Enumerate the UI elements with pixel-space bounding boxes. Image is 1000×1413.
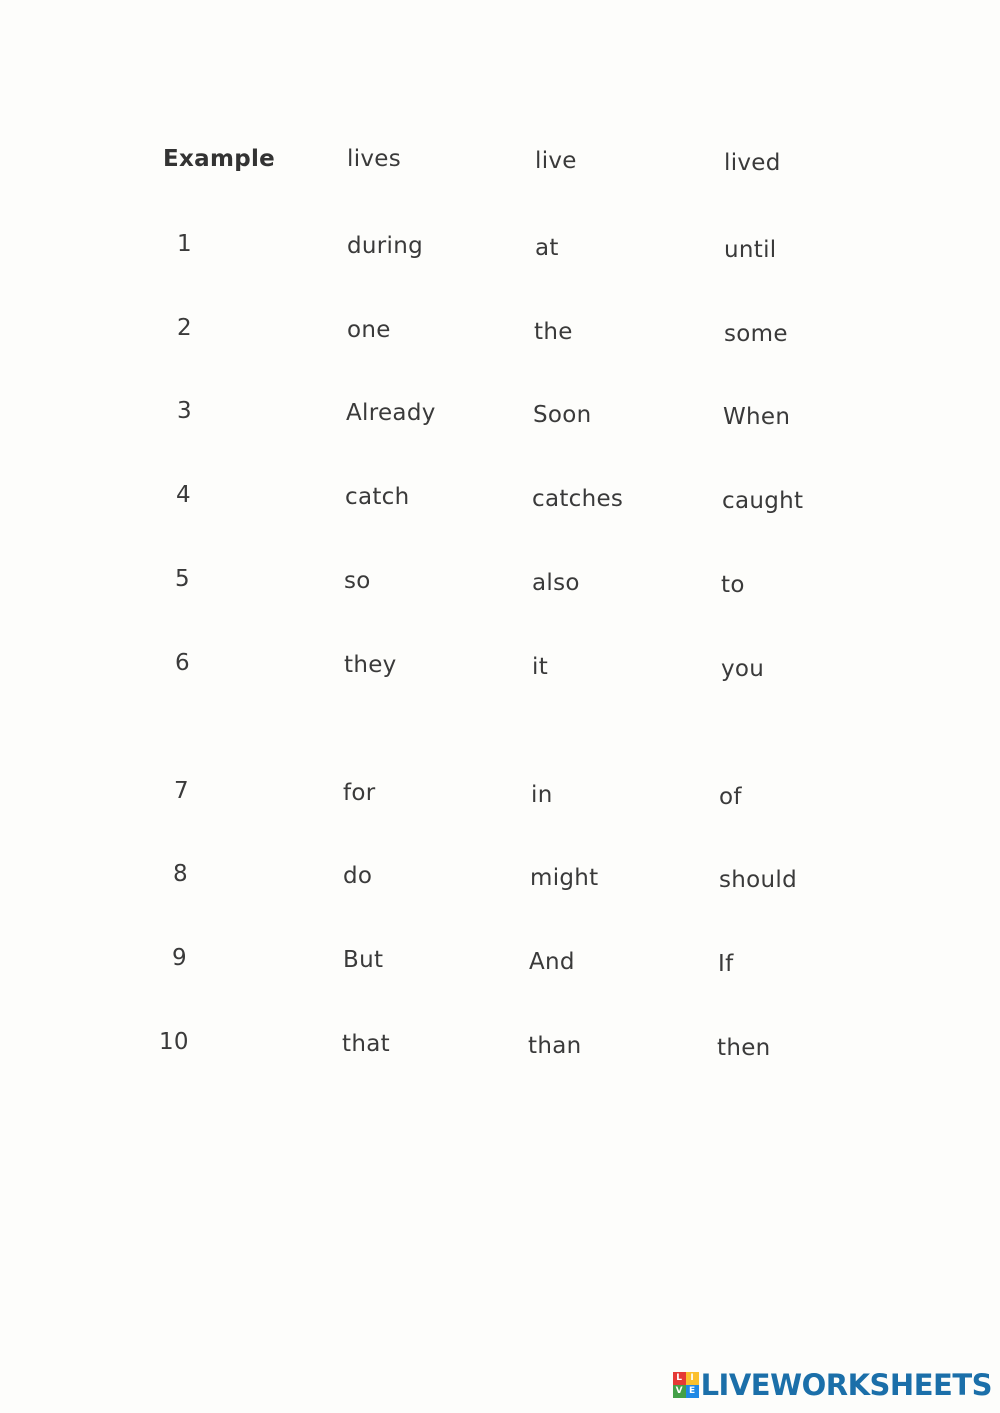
question-row-4 — [0, 482, 1000, 522]
example-option-c: lived — [724, 150, 781, 176]
option-c: to — [721, 572, 745, 598]
question-row-1 — [0, 231, 1000, 271]
option-c: until — [724, 237, 777, 263]
liveworksheets-watermark — [673, 1365, 992, 1405]
logo-letter: V — [673, 1385, 686, 1398]
option-a: do — [343, 863, 373, 889]
option-b: And — [529, 949, 575, 975]
logo-letter: E — [686, 1385, 699, 1398]
question-number: 8 — [173, 861, 188, 887]
question-number: 3 — [177, 398, 192, 424]
logo-letter: L — [673, 1372, 686, 1385]
option-a: that — [342, 1031, 390, 1057]
option-b: in — [531, 782, 553, 808]
option-b: Soon — [533, 402, 592, 428]
option-b: it — [532, 654, 549, 680]
question-number: 9 — [172, 945, 187, 971]
question-row-10 — [0, 1029, 1000, 1069]
question-number: 1 — [177, 231, 192, 257]
option-a: Already — [346, 400, 436, 426]
question-number: 7 — [174, 778, 189, 804]
option-c: If — [718, 951, 734, 977]
option-a: so — [344, 568, 371, 594]
example-option-b: live — [535, 148, 577, 174]
option-c: caught — [722, 488, 804, 514]
question-row-8 — [0, 861, 1000, 901]
option-b: at — [535, 235, 559, 261]
option-b: than — [528, 1033, 582, 1059]
option-b: also — [532, 570, 580, 596]
option-b: catches — [532, 486, 624, 512]
option-c: you — [721, 656, 765, 682]
option-a: during — [347, 233, 423, 259]
question-row-9 — [0, 945, 1000, 985]
option-a: But — [343, 947, 384, 973]
example-label: Example — [163, 146, 276, 172]
option-b: the — [534, 319, 573, 345]
example-option-a: lives — [347, 146, 402, 172]
option-c: then — [717, 1035, 771, 1061]
option-c: of — [719, 784, 742, 810]
question-row-6 — [0, 650, 1000, 690]
option-c: When — [723, 404, 791, 430]
question-number: 5 — [175, 566, 190, 592]
option-a: catch — [345, 484, 410, 510]
question-number: 4 — [176, 482, 191, 508]
question-row-5 — [0, 566, 1000, 606]
question-number: 2 — [177, 315, 192, 341]
watermark-text: LIVEWORKSHEETS — [700, 1368, 992, 1402]
question-row-7 — [0, 778, 1000, 818]
question-number: 6 — [175, 650, 190, 676]
example-row — [0, 146, 1000, 186]
logo-letter: I — [686, 1372, 699, 1385]
option-b: might — [530, 865, 599, 891]
option-a: they — [344, 652, 397, 678]
option-a: one — [347, 317, 391, 343]
question-row-3 — [0, 398, 1000, 438]
option-c: should — [719, 867, 797, 893]
question-number: 10 — [159, 1029, 189, 1055]
option-c: some — [724, 321, 788, 347]
option-a: for — [343, 780, 376, 806]
question-row-2 — [0, 315, 1000, 355]
liveworksheets-logo-icon — [673, 1372, 699, 1398]
